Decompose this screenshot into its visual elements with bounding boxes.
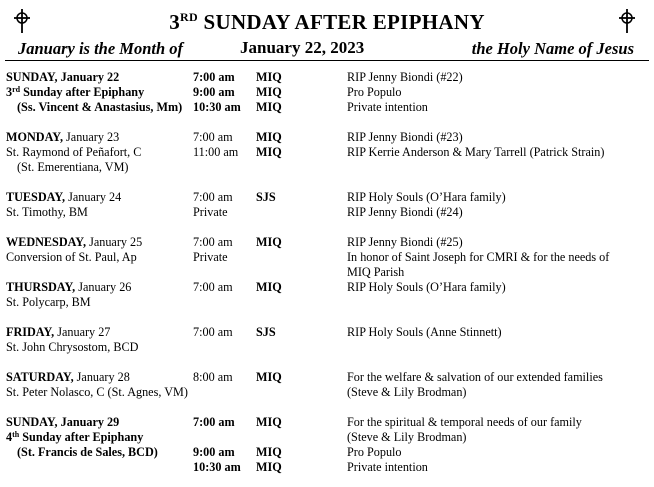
schedule-row bbox=[0, 100, 654, 115]
feast-day: FRIDAY, January 27 bbox=[6, 325, 111, 339]
schedule-row bbox=[0, 430, 654, 445]
schedule-row bbox=[0, 190, 654, 205]
mass-time: 7:00 am bbox=[193, 130, 233, 144]
feast-day: 3rd Sunday after Epiphany bbox=[6, 85, 145, 99]
mass-location: MIQ bbox=[256, 280, 282, 294]
mass-intention: RIP Jenny Biondi (#24) bbox=[347, 205, 463, 219]
feast-day: THURSDAY, January 26 bbox=[6, 280, 132, 294]
bulletin-date: January 22, 2023 bbox=[240, 38, 365, 57]
mass-time: 7:00 am bbox=[193, 280, 233, 294]
mass-intention: RIP Jenny Biondi (#23) bbox=[347, 130, 463, 144]
schedule-row bbox=[0, 415, 654, 430]
mass-time: 9:00 am bbox=[193, 85, 235, 99]
page-title: 3RD SUNDAY AFTER EPIPHANY bbox=[169, 10, 485, 34]
mass-location: MIQ bbox=[256, 100, 282, 114]
mass-time: 7:00 am bbox=[193, 325, 233, 339]
schedule-row bbox=[0, 280, 654, 295]
mass-intention: For the spiritual & temporal needs of our family bbox=[347, 415, 582, 429]
mass-intention: MIQ Parish bbox=[347, 265, 405, 279]
schedule-row bbox=[0, 205, 654, 220]
schedule-row bbox=[0, 145, 654, 160]
schedule-row bbox=[0, 70, 654, 85]
feast-day: (Ss. Vincent & Anastasius, Mm) bbox=[17, 100, 183, 114]
schedule-row bbox=[0, 370, 654, 385]
feast-day: SUNDAY, January 29 bbox=[6, 415, 120, 429]
feast-day: (St. Francis de Sales, BCD) bbox=[17, 445, 158, 459]
mass-location: MIQ bbox=[256, 70, 282, 84]
schedule-row bbox=[0, 85, 654, 100]
feast-day: St. Timothy, BM bbox=[6, 205, 88, 219]
feast-day: Conversion of St. Paul, Ap bbox=[6, 250, 137, 264]
mass-location: SJS bbox=[256, 190, 276, 204]
mass-location: SJS bbox=[256, 325, 276, 339]
feast-day: St. Polycarp, BM bbox=[6, 295, 91, 309]
mass-intention: RIP Jenny Biondi (#22) bbox=[347, 70, 463, 84]
mass-intention: Pro Populo bbox=[347, 445, 402, 459]
schedule-row bbox=[0, 385, 654, 400]
schedule-row bbox=[0, 250, 654, 265]
schedule-row bbox=[0, 445, 654, 460]
mass-time: 7:00 am bbox=[193, 190, 233, 204]
schedule-row bbox=[0, 295, 654, 310]
mass-intention: RIP Holy Souls (O’Hara family) bbox=[347, 190, 506, 204]
feast-day: (St. Emerentiana, VM) bbox=[17, 160, 129, 174]
mass-intention: RIP Holy Souls (Anne Stinnett) bbox=[347, 325, 502, 339]
mass-intention: Private intention bbox=[347, 100, 428, 114]
mass-intention: (Steve & Lily Brodman) bbox=[347, 385, 467, 399]
schedule-row bbox=[0, 325, 654, 340]
mass-location: MIQ bbox=[256, 460, 282, 474]
mass-location: MIQ bbox=[256, 445, 282, 459]
mass-time: Private bbox=[193, 250, 228, 264]
mass-intention: Pro Populo bbox=[347, 85, 402, 99]
mass-intention: RIP Jenny Biondi (#25) bbox=[347, 235, 463, 249]
mass-time: 11:00 am bbox=[193, 145, 239, 159]
mass-location: MIQ bbox=[256, 85, 282, 99]
mass-location: MIQ bbox=[256, 415, 282, 429]
mass-location: MIQ bbox=[256, 370, 282, 384]
schedule-row bbox=[0, 235, 654, 250]
mass-intention: RIP Holy Souls (O’Hara family) bbox=[347, 280, 506, 294]
mass-time: 9:00 am bbox=[193, 445, 235, 459]
mass-time: 7:00 am bbox=[193, 235, 233, 249]
feast-day: WEDNESDAY, January 25 bbox=[6, 235, 143, 249]
feast-day: MONDAY, January 23 bbox=[6, 130, 120, 144]
mass-time: 10:30 am bbox=[193, 460, 241, 474]
month-dedication-prefix: January is the Month of bbox=[18, 39, 184, 58]
mass-intention: (Steve & Lily Brodman) bbox=[347, 430, 467, 444]
mass-location: MIQ bbox=[256, 130, 282, 144]
mass-time: 7:00 am bbox=[193, 415, 235, 429]
feast-day: 4th Sunday after Epiphany bbox=[6, 430, 144, 444]
mass-location: MIQ bbox=[256, 145, 282, 159]
mass-time: 8:00 am bbox=[193, 370, 233, 384]
feast-day: SUNDAY, January 22 bbox=[6, 70, 120, 84]
mass-intention: For the welfare & salvation of our extended families bbox=[347, 370, 603, 384]
mass-time: Private bbox=[193, 205, 228, 219]
feast-day: TUESDAY, January 24 bbox=[6, 190, 122, 204]
mass-intention: Private intention bbox=[347, 460, 428, 474]
schedule-row bbox=[0, 160, 654, 175]
mass-intention: RIP Kerrie Anderson & Mary Tarrell (Patrick Strain) bbox=[347, 145, 605, 159]
schedule-row bbox=[0, 460, 654, 475]
feast-day: St. Raymond of Peñafort, C bbox=[6, 145, 142, 159]
mass-intention: In honor of Saint Joseph for CMRI & for the needs of bbox=[347, 250, 610, 264]
mass-time: 10:30 am bbox=[193, 100, 241, 114]
schedule-row bbox=[0, 130, 654, 145]
schedule-row bbox=[0, 265, 654, 280]
header-divider bbox=[5, 60, 649, 61]
mass-location: MIQ bbox=[256, 235, 282, 249]
mass-time: 7:00 am bbox=[193, 70, 235, 84]
feast-day: SATURDAY, January 28 bbox=[6, 370, 130, 384]
schedule-row bbox=[0, 340, 654, 355]
feast-day: St. Peter Nolasco, C (St. Agnes, VM) bbox=[6, 385, 188, 399]
feast-day: St. John Chrysostom, BCD bbox=[6, 340, 139, 354]
month-dedication-name: the Holy Name of Jesus bbox=[471, 39, 634, 58]
